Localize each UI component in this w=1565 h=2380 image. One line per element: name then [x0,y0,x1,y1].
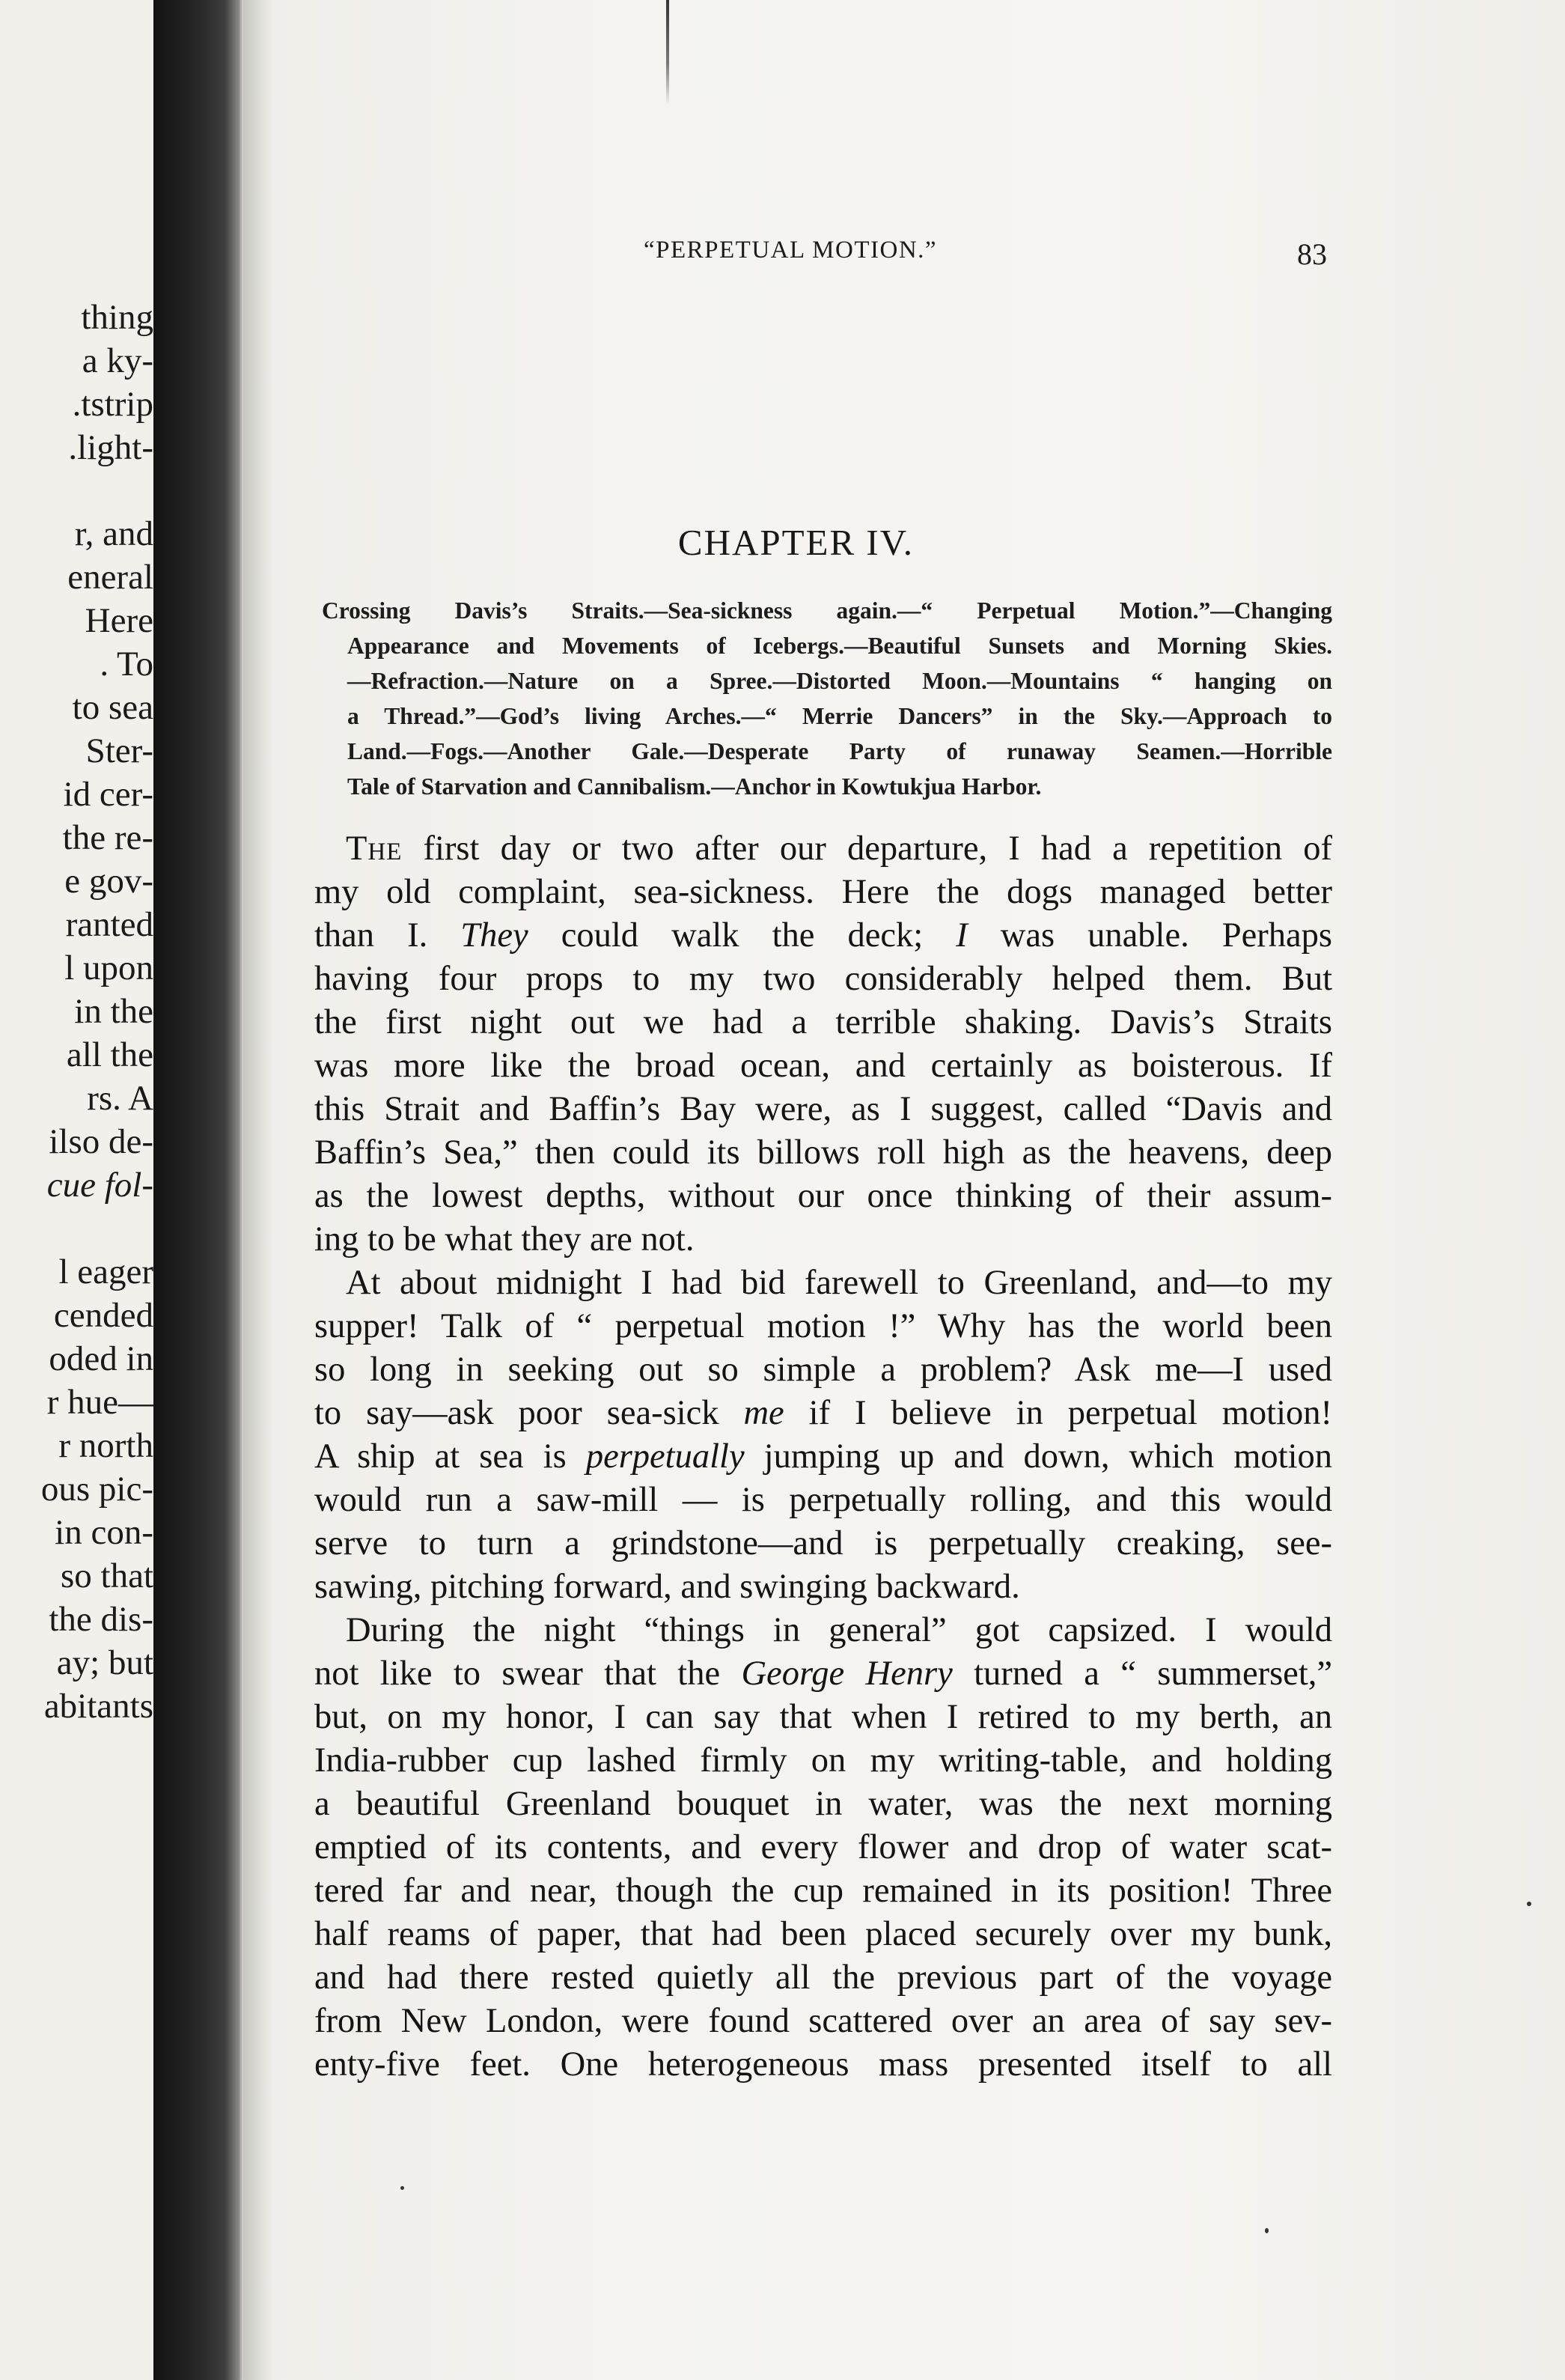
left-page-line: oded in [49,1339,153,1378]
summary-line: Land.—Fogs.—Another Gale.—Desperate Party of runaway Seamen.—Horrible [347,738,1332,764]
body-line: Baffin’s Sea,” then could its billows roll high as the heavens, deep [314,1133,1332,1172]
left-page-line: in the [74,992,153,1031]
body-line: having four props to my two considerably helped them. But [314,960,1332,998]
book-binding-gutter [153,0,243,2380]
body-line: ing to be what they are not. [314,1220,695,1259]
body-line: as the lowest depths, without our once thinking of their assum- [314,1177,1332,1215]
left-page-line: the re- [62,818,153,857]
left-page-line: l eager [58,1253,153,1291]
left-page-line: thing [81,298,153,337]
italic-text: me [743,1394,784,1432]
body-line: enty-five feet. One heterogeneous mass presented itself to all [314,2045,1332,2084]
left-page-line: rs. A [87,1079,153,1118]
body-line: emptied of its contents, and every flower and drop of water scat- [314,1828,1332,1866]
chapter-title: CHAPTER IV. [677,522,915,563]
summary-line: —Refraction.—Nature on a Spree.—Distorted Moon.—Mountains “ hanging on [347,668,1332,694]
body-line: serve to turn a grindstone—and is perpetually creaking, see- [314,1524,1332,1562]
left-page-line: cended [53,1296,153,1335]
body-line: the first night out we had a terrible shaking. Davis’s Straits [314,1003,1332,1041]
left-page-line: r, and [74,514,153,553]
chapter-summary [322,593,1332,804]
body-line: from New London, were found scattered over an area of say sev- [314,2002,1332,2040]
left-page-line: cue fol- [46,1166,153,1205]
italic-text: They [460,916,528,955]
paper-speck [1265,2228,1269,2233]
body-line: tered far and near, though the cup remained in its position! Three [314,1872,1332,1910]
left-facing-page-fragment [0,0,153,2380]
left-page-line: .light- [68,428,153,467]
paper-speck [1527,1902,1531,1906]
left-page-line: id cer- [63,775,153,814]
summary-line: a Thread.”—God’s living Arches.—“ Merrie Dancers” in the Sky.—Approach to [347,703,1332,729]
left-page-line: a ky- [82,341,153,380]
page-number: 83 [1297,237,1327,271]
body-line: sawing, pitching forward, and swinging backward. [314,1568,1020,1606]
body-line: to say—ask poor sea-sick me if I believe in perpetual motion! [314,1394,1332,1432]
italic-text: George Henry [741,1655,953,1693]
body-text [314,827,1332,2087]
body-line: was more like the broad ocean, and certainly as boisterous. If [314,1047,1332,1085]
body-line: my old complaint, sea-sickness. Here the dogs managed better [314,873,1332,911]
body-line: half reams of paper, that had been placed securely over my bunk, [314,1915,1332,1953]
summary-line: Crossing Davis’s Straits.—Sea-sickness again.—“ Perpetual Motion.”—Changing [322,597,1332,624]
left-page-line: all the [66,1035,153,1074]
left-page-line: abitants [43,1687,153,1726]
left-page-line: e gov- [64,862,153,901]
left-page-line: eneral [67,558,153,597]
paper-speck [400,2186,404,2190]
body-line: India-rubber cup lashed firmly on my writing-table, and holding [314,1741,1332,1780]
left-page-line: to sea [72,688,153,727]
left-page-line: Ster- [85,731,153,770]
left-page-line: Here [85,601,153,640]
body-line: not like to swear that the George Henry turned a “ summerset,” [314,1655,1333,1693]
left-page-line: ilso de- [49,1122,153,1161]
body-line: than I. They could walk the deck; I was unable. Perhaps [314,916,1332,955]
small-caps-opening-word: The [346,830,403,868]
left-page-line: . To [100,645,153,684]
left-page-line: l upon [64,949,153,987]
left-page-line: ay; but [56,1643,153,1682]
left-page-line: r hue— [46,1383,153,1422]
summary-line: Tale of Starvation and Cannibalism.—Anchor in Kowtukjua Harbor. [347,773,1042,800]
body-line: so long in seeking out so simple a problem? Ask me—I used [314,1351,1332,1389]
body-line: At about midnight I had bid farewell to Greenland, and—to my [346,1264,1332,1302]
summary-line: Appearance and Movements of Icebergs.—Beautiful Sunsets and Morning Skies. [347,633,1332,659]
left-page-line: .tstrip [72,385,153,424]
left-page-line: in con- [55,1513,153,1552]
body-line: a beautiful Greenland bouquet in water, was the next morning [314,1785,1332,1823]
italic-text: perpetually [585,1437,745,1476]
page-crease-mark [666,0,669,105]
left-page-line: so that [60,1556,153,1595]
italic-text: I [956,916,968,955]
left-page-line: r north [58,1426,153,1465]
body-line: but, on my honor, I can say that when I retired to my berth, an [314,1698,1332,1736]
body-line: During the night “things in general” got capsized. I would [346,1611,1332,1649]
gutter-shadow [243,0,273,2380]
body-line: this Strait and Baffin’s Bay were, as I suggest, called “Davis and [314,1090,1332,1128]
left-page-line: ous pic- [40,1470,153,1509]
running-head: “PERPETUAL MOTION.” [644,237,938,264]
body-line: and had there rested quietly all the previous part of the voyage [314,1959,1332,1997]
body-line: would run a saw-mill — is perpetually rolling, and this would [314,1481,1332,1519]
body-line: A ship at sea is perpetually jumping up and down, which motion [314,1437,1332,1476]
body-line: The first day or two after our departure, I had a repetition of [346,830,1332,868]
body-line: supper! Talk of “ perpetual motion !” Why has the world been [314,1307,1332,1345]
left-page-line: ranted [65,905,153,944]
left-page-line: the dis- [49,1600,153,1639]
